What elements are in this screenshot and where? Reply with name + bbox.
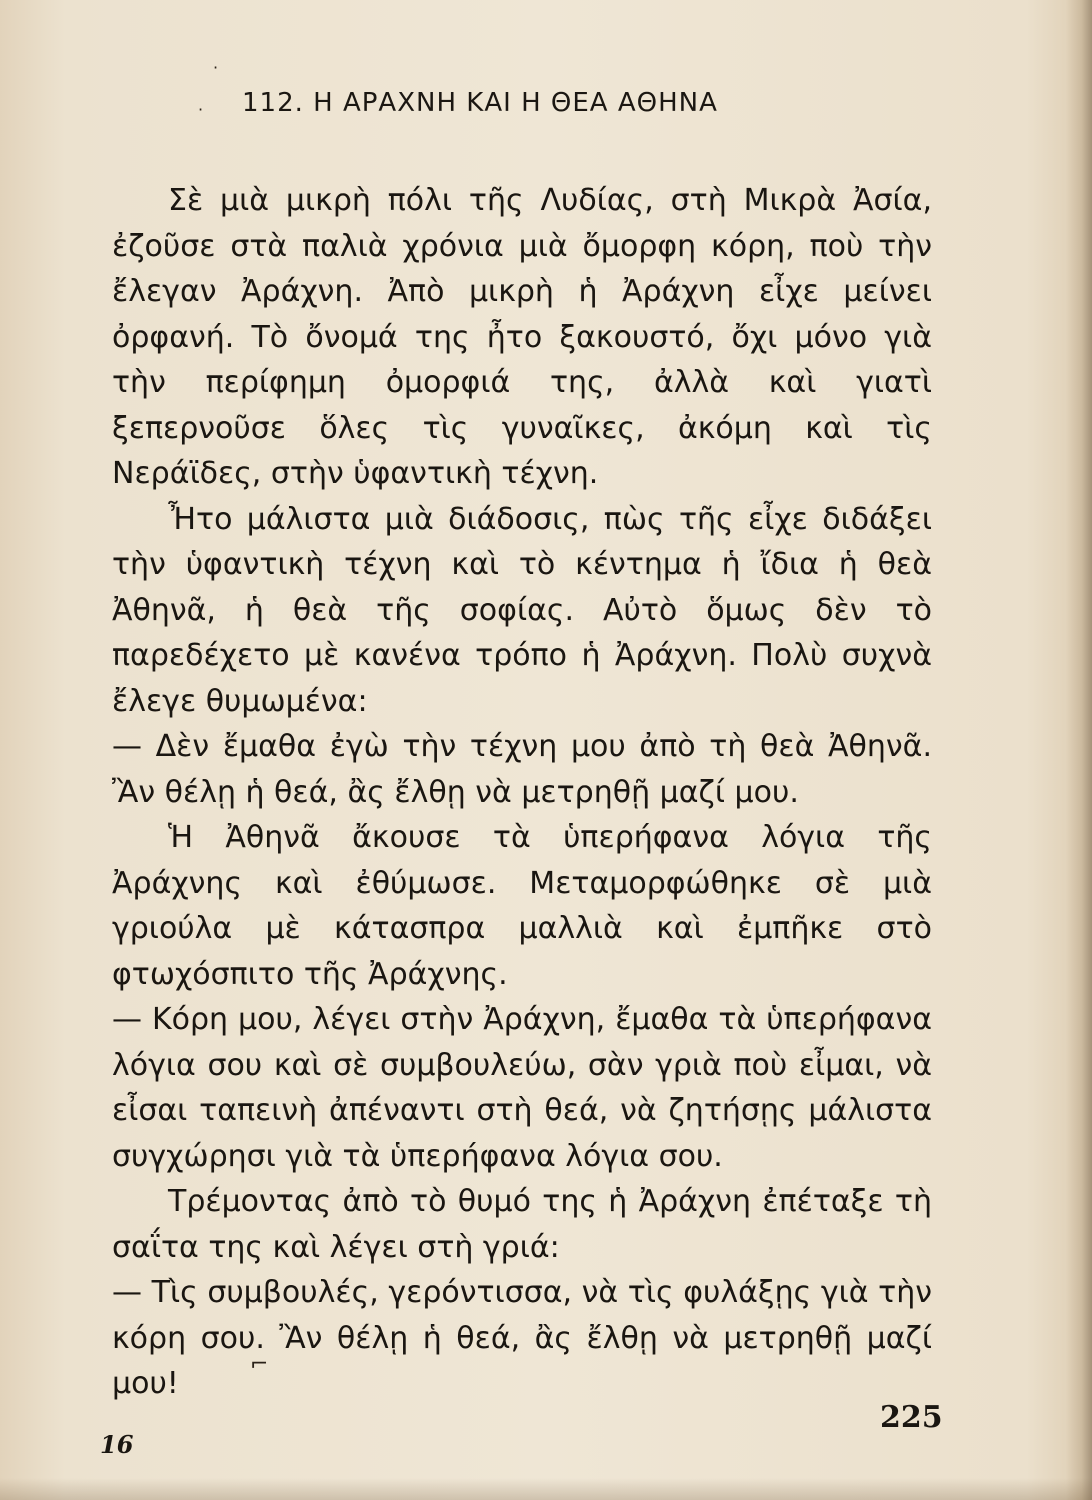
page-edge-shadow: [1066, 0, 1092, 1500]
dialogue-paragraph: — Τὶς συμβουλές, γερόντισσα, νὰ τὶς φυλάξῃς γιὰ τὴν κόρη σου. Ἂν θέλῃ ἡ θεά, ἂς ἔλθῃ νὰ μετρηθῇ μαζί μου!: [112, 1275, 932, 1401]
body-text: [112, 178, 932, 1407]
paragraph: Σὲ μιὰ μικρὴ πόλι τῆς Λυδίας, στὴ Μικρὰ Ἀσία, ἐζοῦσε στὰ παλιὰ χρόνια μιὰ ὄμορφη κόρη, ποὺ τὴν ἔλεγαν Ἀράχνη. Ἀπὸ μικρὴ ἡ Ἀράχνη εἶχε μείνει ὀρφανή. Τὸ ὄνομά της ἦτο ξακουστό, ὄχι μόνο γιὰ τὴν περίφημη ὀμορφιά της, ἀλλὰ καὶ γιατὶ ξεπερνοῦσε ὅλες τὶς γυναῖκες, ἀκόμη καὶ τὶς Νεράϊδες, στὴν ὑφαντικὴ τέχνη.: [112, 183, 932, 491]
paragraph: Ἦτο μάλιστα μιὰ διάδοσις, πὼς τῆς εἶχε διδάξει τὴν ὑφαντικὴ τέχνη καὶ τὸ κέντημα ἡ ἴδια ἡ θεὰ Ἀθηνᾶ, ἡ θεὰ τῆς σοφίας. Αὐτὸ ὅμως δὲν τὸ παρεδέχετο μὲ κανένα τρόπο ἡ Ἀράχνη. Πολὺ συχνὰ ἔλεγε θυμωμένα:: [112, 501, 932, 719]
signature-mark: 16: [100, 1430, 134, 1459]
ink-speck: ·: [213, 58, 219, 77]
dialogue-paragraph: — Κόρη μου, λέγει στὴν Ἀράχνη, ἔμαθα τὰ ὑπερήφανα λόγια σου καὶ σὲ συμβουλεύω, σὰν γριὰ ποὺ εἶμαι, νὰ εἶσαι ταπεινὴ ἀπέναντι στὴ θεά, νὰ ζητήσῃς μάλιστα συγχώρησι γιὰ τὰ ὑπερήφανα λόγια σου.: [112, 1002, 932, 1174]
paragraph: Ἡ Ἀθηνᾶ ἄκουσε τὰ ὑπερήφανα λόγια τῆς Ἀράχνης καὶ ἐθύμωσε. Μεταμορφώθηκε σὲ μιὰ γριούλα μὲ κάτασπρα μαλλιὰ καὶ ἐμπῆκε στὸ φτωχόσπιτο τῆς Ἀράχνης.: [112, 820, 932, 992]
chapter-title: 112. Η ΑΡΑΧΝΗ ΚΑΙ Η ΘΕΑ ΑΘΗΝΑ: [242, 88, 718, 118]
paragraph: Τρέμοντας ἀπὸ τὸ θυμό της ἡ Ἀράχνη ἐπέταξε τὴ σαΐτα της καὶ λέγει στὴ γριά:: [112, 1184, 932, 1265]
dialogue-paragraph: — Δὲν ἔμαθα ἐγὼ τὴν τέχνη μου ἀπὸ τὴ θεὰ Ἀθηνᾶ. Ἂν θέλῃ ἡ θεά, ἂς ἔλθῃ νὰ μετρηθῇ μαζί μου.: [112, 729, 932, 810]
page-number: 225: [880, 1400, 943, 1435]
pencil-mark: ⌐: [250, 1352, 269, 1377]
page-bottom-shadow: [0, 1478, 1092, 1500]
ink-speck: ·: [198, 100, 204, 119]
